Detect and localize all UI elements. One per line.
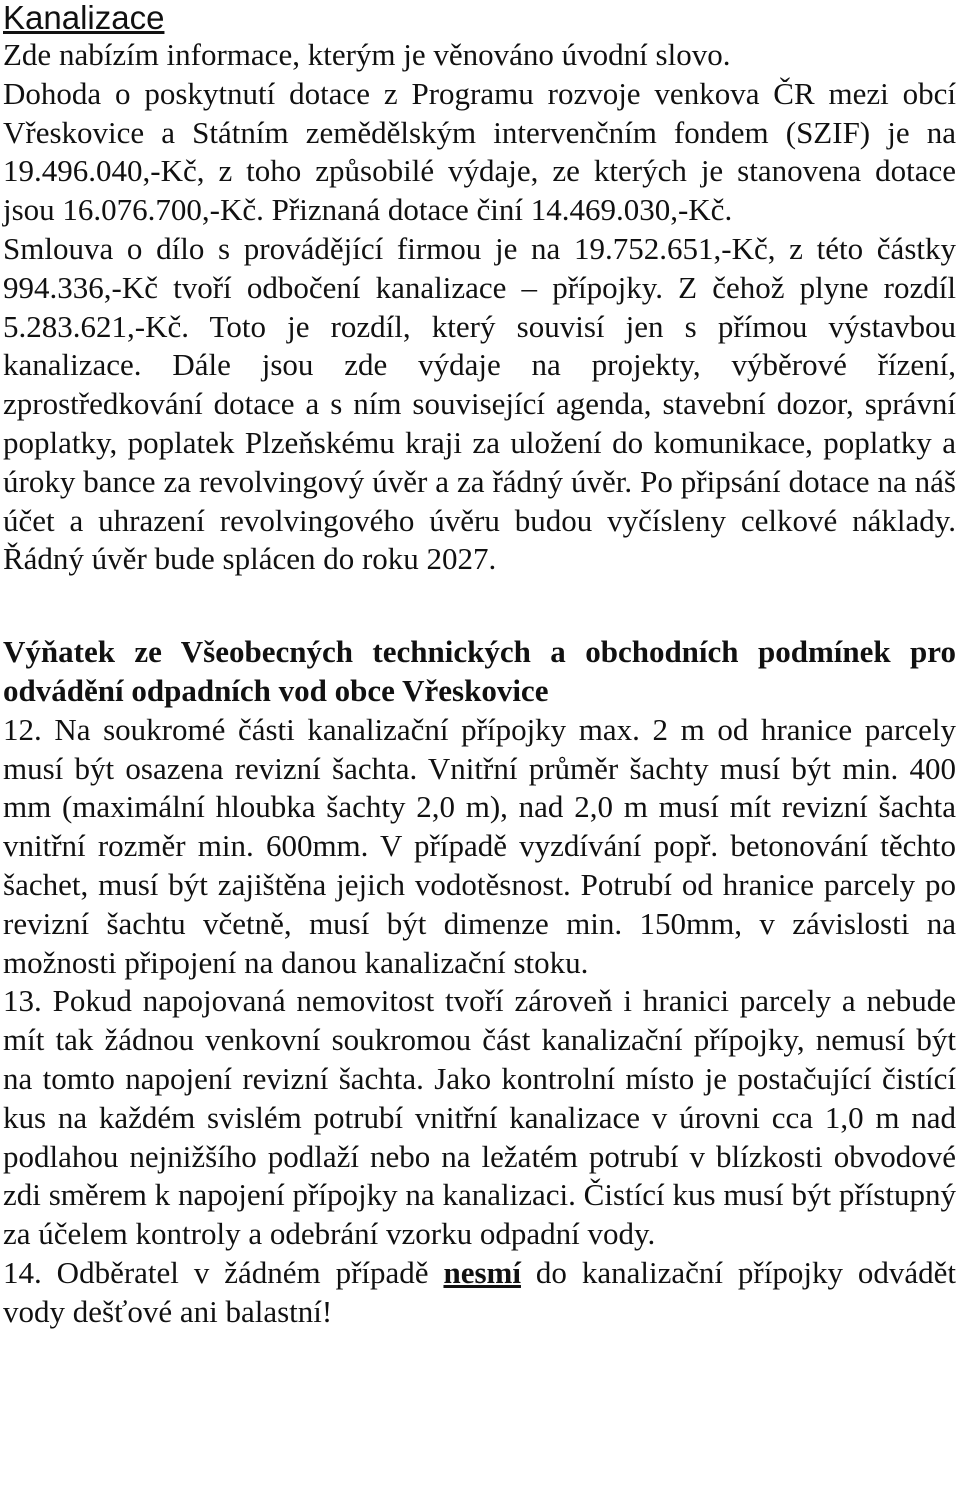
section-title: Výňatek ze Všeobecných technických a obchodních podmínek pro odvádění odpadních vod obce Vřeskovice	[3, 634, 956, 708]
item-14-text-before: 14. Odběratel v žádném případě	[3, 1254, 444, 1290]
item-14-text-after: do kanalizační přípojky odvádět vody dešťové ani balastní!	[3, 1254, 956, 1329]
spacer	[3, 579, 956, 633]
emphasis-nesmi: nesmí	[443, 1254, 521, 1290]
condition-item-14	[3, 1254, 956, 1332]
contract-paragraph: Smlouva o dílo s provádějící firmou je na 19.752.651,-Kč, z této částky 994.336,-Kč tvoří odbočení kanalizace – přípojky. Z čehož plyne rozdíl 5.283.621,-Kč. Toto je rozdíl, který souvisí jen s přímou výstavbou kanalizace. Dále jsou zde výdaje na projekty, výběrové řízení, zprostředkování dotace a s ním související agenda, stavební dozor, správní poplatky, poplatek Plzeňskému kraji za uložení do komunikace, poplatky a úroky bance za revolvingový úvěr a za řádný úvěr. Po připsání dotace na náš účet a uhrazení revolvingového úvěru budou vyčísleny celkové náklady. Řádný úvěr bude splácen do roku 2027.	[3, 230, 956, 577]
page-title: Kanalizace	[3, 0, 165, 36]
subsidy-paragraph: Dohoda o poskytnutí dotace z Programu rozvoje venkova ČR mezi obcí Vřeskovice a Státním zemědělským intervenčním fondem (SZIF) je na 19.496.040,-Kč, z toho způsobilé výdaje, ze kterých je stanovena dotace jsou 16.076.700,-Kč. Přiznaná dotace činí 14.469.030,-Kč.	[3, 75, 956, 228]
condition-item-12: 12. Na soukromé části kanalizační přípojky max. 2 m od hranice parcely musí být osazena revizní šachta. Vnitřní průměr šachty musí být min. 400 mm (maximální hloubka šachty 2,0 m), nad 2,0 m musí mít revizní šachta vnitřní rozměr min. 600mm. V případě vyzdívání popř. betonování těchto šachet, musí být zajištěna jejich vodotěsnost. Potrubí od hranice parcely po revizní šachtu včetně, musí být dimenze min. 150mm, v závislosti na možnosti připojení na danou kanalizační stoku.	[3, 711, 956, 980]
condition-item-13: 13. Pokud napojovaná nemovitost tvoří zároveň i hranici parcely a nebude mít tak žádnou venkovní soukromou část kanalizační přípojky, nemusí být na tomto napojení revizní šachta. Jako kontrolní místo je postačující čistící kus na každém svislém potrubí vnitřní kanalizace v úrovni cca 1,0 m nad podlahou nejnižšího podlaží nebo na ležatém potrubí v blízkosti obvodové zdi směrem k napojení přípojky na kanalizaci. Čistící kus musí být přístupný za účelem kontroly a odebrání vzorku odpadní vody.	[3, 983, 956, 1252]
intro-paragraph: Zde nabízím informace, kterým je věnováno úvodní slovo.	[3, 37, 731, 72]
